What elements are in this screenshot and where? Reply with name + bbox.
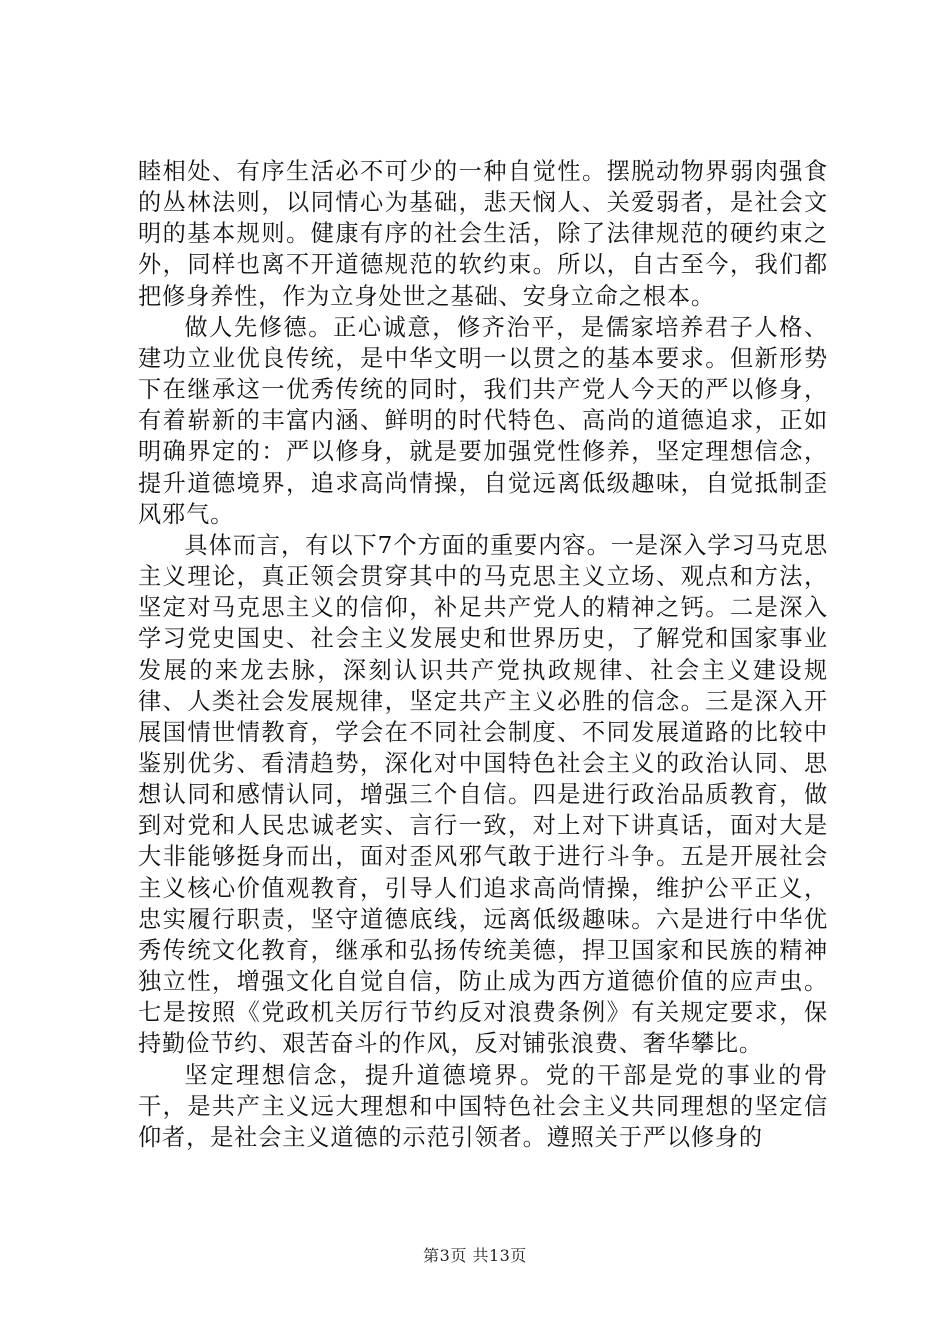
document-body: [138, 156, 828, 1153]
paragraph-4: 坚定理想信念，提升道德境界。党的干部是党的事业的骨干，是共产主义远大理想和中国特色社会主义共同理想的坚定信仰者，是社会主义道德的示范引领者。遵照关于严以修身的: [138, 1061, 828, 1151]
paragraph-3: 具体而言，有以下7个方面的重要内容。一是深入学习马克思主义理论，真正领会贯穿其中的马克思主义立场、观点和方法，坚定对马克思主义的信仰，补足共产党人的精神之钙。二是深入学习党史国史、社会主义发展史和世界历史，了解党和国家事业发展的来龙去脉，深刻认识共产党执政规律、社会主义建设规律、人类社会发展规律，坚定共产主义必胜的信念。三是深入开展国情世情教育，学会在不同社会制度、不同发展道路的比较中鉴别优劣、看清趋势，深化对中国特色社会主义的政治认同、思想认同和感情认同，增强三个自信。四是进行政治品质教育，做到对党和人民忠诚老实、言行一致，对上对下讲真话，面对大是大非能够挺身而出，面对歪风邪气敢于进行斗争。五是开展社会主义核心价值观教育，引导人们追求高尚情操，维护公平正义，忠实履行职责，坚守道德底线，远离低级趣味。六是进行中华优秀传统文化教育，继承和弘扬传统美德，捍卫国家和民族的精神独立性，增强文化自觉自信，防止成为西方道德价值的应声虫。七是按照《党政机关厉行节约反对浪费条例》有关规定要求，保持勤俭节约、艰苦奋斗的作风，反对铺张浪费、奢华攀比。: [138, 531, 828, 1058]
paragraph-1: 睦相处、有序生活必不可少的一种自觉性。摆脱动物界弱肉强食的丛林法则，以同情心为基础，悲天悯人、关爱弱者，是社会文明的基本规则。健康有序的社会生活，除了法律规范的硬约束之外，同样也离不开道德规范的软约束。所以，自古至今，我们都把修身养性，作为立身处世之基础、安身立命之根本。: [138, 158, 828, 310]
page-number-footer: 第3页 共13页: [423, 1246, 527, 1265]
paragraph-2: 做人先修德。正心诚意，修齐治平，是儒家培养君子人格、建功立业优良传统，是中华文明一以贯之的基本要求。但新形势下在继承这一优秀传统的同时，我们共产党人今天的严以修身，有着崭新的丰富内涵、鲜明的时代特色、高尚的道德追求，正如明确界定的：严以修身，就是要加强党性修养，坚定理想信念，提升道德境界，追求高尚情操，自觉远离低级趣味，自觉抵制歪风邪气。: [138, 313, 828, 528]
